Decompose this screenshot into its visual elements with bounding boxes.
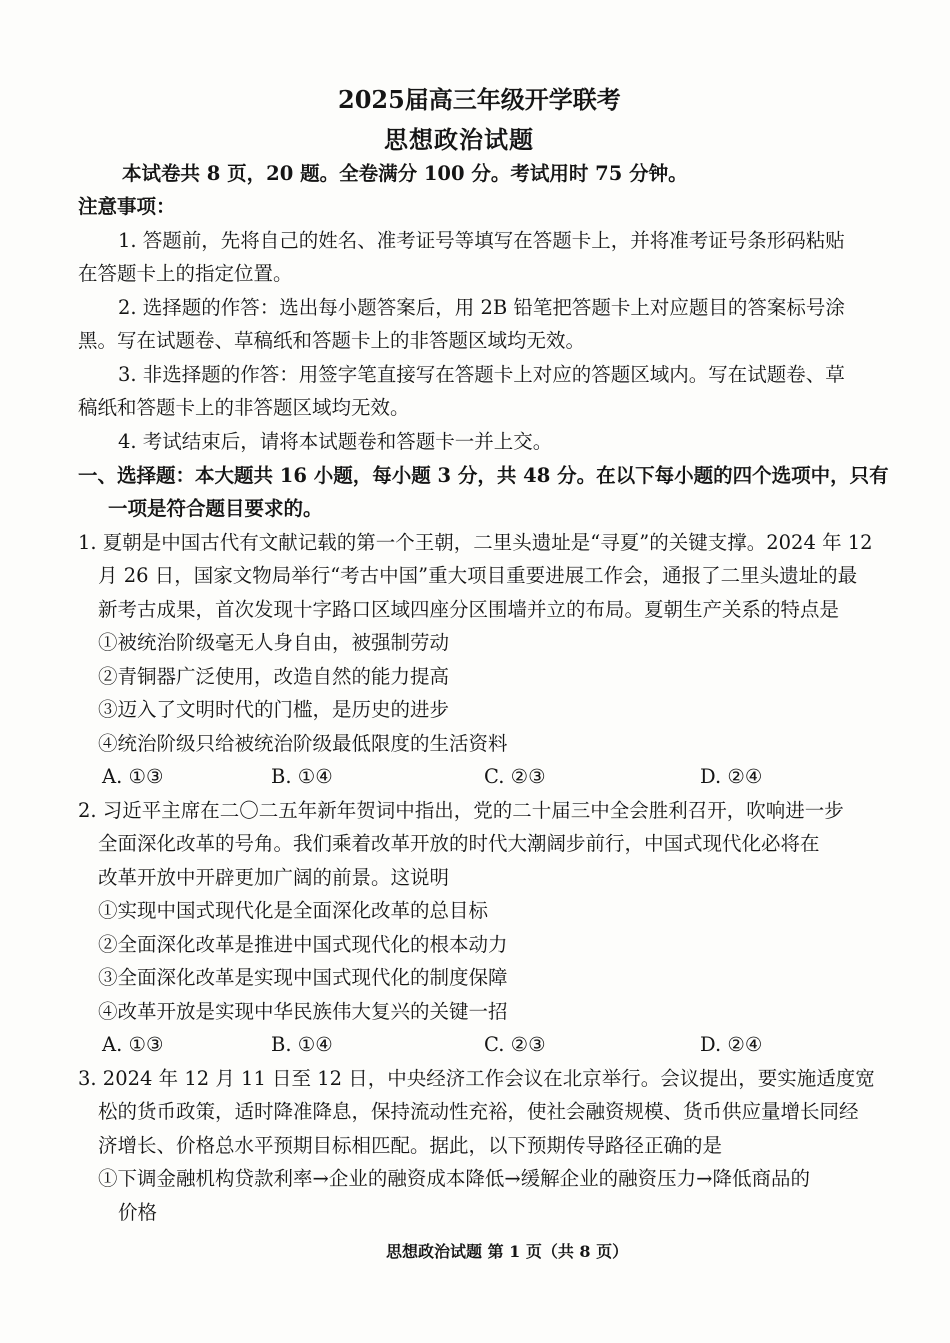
q2-option-a: A. ①③ — [102, 1033, 164, 1056]
q1-option-a: A. ①③ — [102, 765, 164, 788]
q2-statement-1: ①实现中国式现代化是全面深化改革的总目标 — [98, 899, 489, 922]
q1-statement-3: ③迈入了文明时代的门槛，是历史的进步 — [98, 698, 450, 721]
notice-item-1-line-2: 在答题卡上的指定位置。 — [78, 262, 293, 285]
notice-item-3-line-1: 3. 非选择题的作答：用签字笔直接写在答题卡上对应的答题区域内。写在试题卷、草 — [118, 363, 845, 386]
subject-title: 思想政治试题 — [384, 125, 534, 154]
q1-option-d: D. ②④ — [700, 765, 763, 788]
q1-option-b: B. ①④ — [271, 765, 333, 788]
page-footer: 思想政治试题 第 1 页（共 8 页） — [386, 1242, 629, 1261]
notice-item-4: 4. 考试结束后，请将本试题卷和答题卡一并上交。 — [118, 430, 553, 453]
q2-stem-line-1: 2. 习近平主席在二〇二五年新年贺词中指出，党的二十届三中全会胜利召开，吹响进一步 — [78, 799, 844, 822]
q2-option-b: B. ①④ — [271, 1033, 333, 1056]
q1-stem-line-3: 新考古成果，首次发现十字路口区域四座分区围墙并立的布局。夏朝生产关系的特点是 — [98, 598, 840, 621]
section-heading-line-2: 一项是符合题目要求的。 — [108, 497, 323, 520]
q3-statement-1-line-1: ①下调金融机构贷款利率→企业的融资成本降低→缓解企业的融资压力→降低商品的 — [98, 1167, 811, 1190]
notice-item-2-line-1: 2. 选择题的作答：选出每小题答案后，用 2B 铅笔把答题卡上对应题目的答案标号涂 — [118, 296, 845, 319]
notice-item-3-line-2: 稿纸和答题卡上的非答题区域均无效。 — [78, 396, 410, 419]
exam-title: 2025届高三年级开学联考 — [338, 85, 621, 114]
q2-statement-4: ④改革开放是实现中华民族伟大复兴的关键一招 — [98, 1000, 508, 1023]
notice-heading: 注意事项： — [78, 195, 176, 218]
q1-stem-line-2: 月 26 日，国家文物局举行“考古中国”重大项目重要进展工作会，通报了二里头遗址的最 — [98, 564, 858, 587]
q2-stem-line-2: 全面深化改革的号角。我们乘着改革开放的时代大潮阔步前行，中国式现代化必将在 — [98, 832, 820, 855]
notice-item-2-line-2: 黑。写在试题卷、草稿纸和答题卡上的非答题区域均无效。 — [78, 329, 586, 352]
q1-statement-2: ②青铜器广泛使用，改造自然的能力提高 — [98, 665, 450, 688]
q3-stem-line-1: 3. 2024 年 12 月 11 日至 12 日，中央经济工作会议在北京举行。会议提出，要实施适度宽 — [78, 1067, 875, 1090]
q2-option-c: C. ②③ — [484, 1033, 546, 1056]
q1-statement-1: ①被统治阶级毫无人身自由，被强制劳动 — [98, 631, 450, 654]
q1-statement-4: ④统治阶级只给被统治阶级最低限度的生活资料 — [98, 732, 508, 755]
q1-option-c: C. ②③ — [484, 765, 546, 788]
q3-stem-line-2: 松的货币政策，适时降准降息，保持流动性充裕，使社会融资规模、货币供应量增长同经 — [98, 1100, 859, 1123]
q3-statement-1-line-2: 价格 — [118, 1201, 158, 1224]
notice-item-1-line-1: 1. 答题前，先将自己的姓名、准考证号等填写在答题卡上，并将准考证号条形码粘贴 — [118, 229, 845, 252]
q1-stem-line-1: 1. 夏朝是中国古代有文献记载的第一个王朝，二里头遗址是“寻夏”的关键支撑。2024 年 12 — [78, 531, 873, 554]
q2-option-d: D. ②④ — [700, 1033, 763, 1056]
q2-statement-2: ②全面深化改革是推进中国式现代化的根本动力 — [98, 933, 508, 956]
q3-stem-line-3: 济增长、价格总水平预期目标相匹配。据此，以下预期传导路径正确的是 — [98, 1134, 723, 1157]
q2-stem-line-3: 改革开放中开辟更加广阔的前景。这说明 — [98, 866, 450, 889]
section-heading-line-1: 一、选择题：本大题共 16 小题，每小题 3 分，共 48 分。在以下每小题的四个选项中，只有 — [78, 464, 889, 487]
q2-statement-3: ③全面深化改革是实现中国式现代化的制度保障 — [98, 966, 508, 989]
exam-info: 本试卷共 8 页，20 题。全卷满分 100 分。考试用时 75 分钟。 — [122, 162, 688, 185]
